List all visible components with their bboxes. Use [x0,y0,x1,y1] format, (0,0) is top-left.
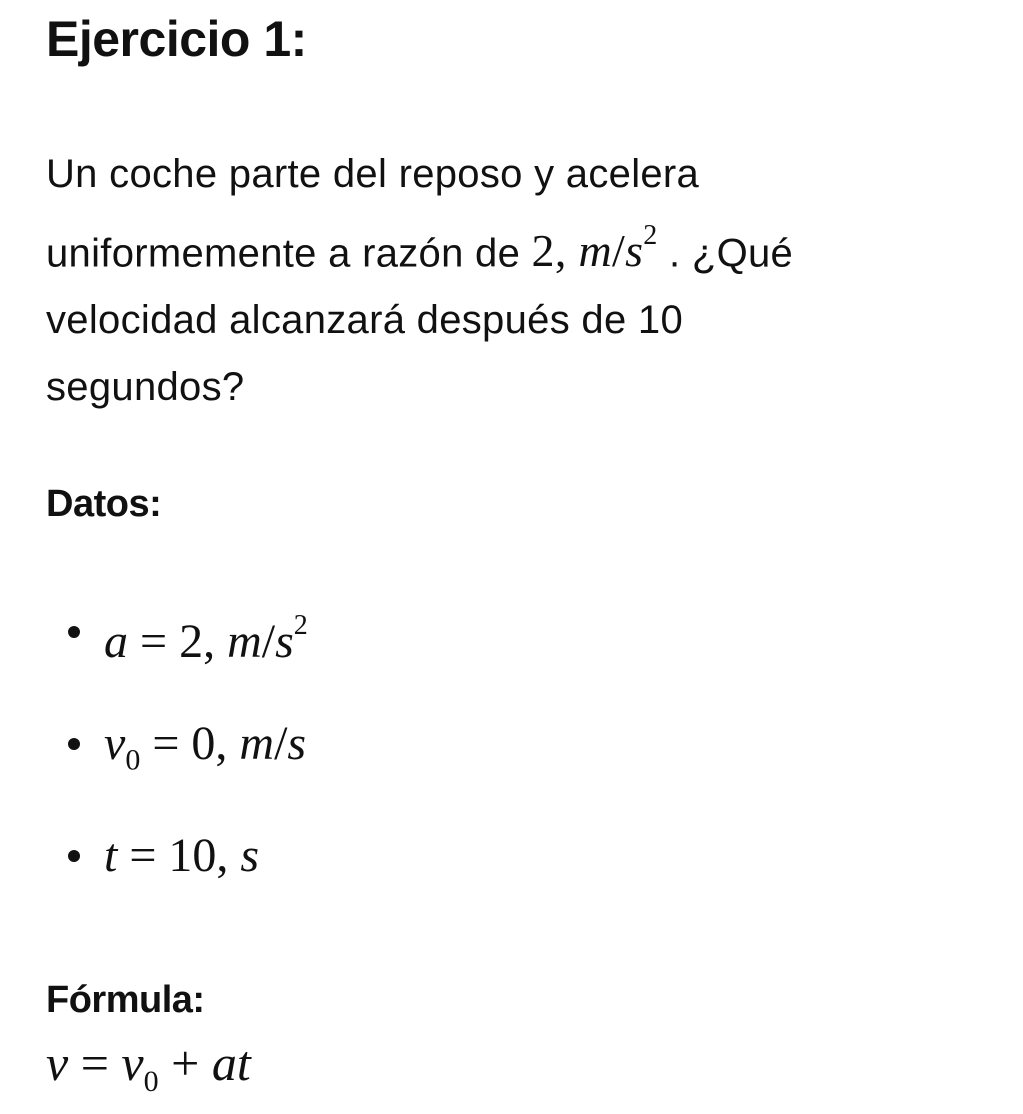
formula-equation [46,1031,251,1114]
datum-slash: / [261,615,276,668]
datum-value: = 10, [117,829,241,882]
math-unit-s: s [625,225,644,277]
math-slash: / [611,225,626,277]
datum-acceleration [104,610,308,668]
datum-var: v [104,717,126,770]
acceleration-inline-math [531,220,658,277]
datos-heading: Datos: [46,483,162,525]
math-unit-m: m [578,225,612,277]
datos-list [46,590,308,926]
datum-unit2: s [275,615,294,668]
datum-unit2: s [287,717,307,770]
exercise-title: Ejercicio 1: [46,11,307,67]
problem-line-2 [46,208,1006,287]
list-item [46,814,308,926]
formula-plus: + [158,1035,212,1091]
bullet-icon [68,850,80,862]
datum-unit: s [240,829,260,882]
formula-v0: v [121,1035,144,1091]
datum-unit: m [239,717,275,770]
datum-value: = 0, [140,717,240,770]
formula-at: at [211,1035,251,1091]
datum-var: a [104,615,128,668]
bullet-icon [68,626,80,638]
list-item [46,702,308,814]
problem-line-2-text: uniformemente a razón de [46,231,532,276]
formula-v: v [46,1035,69,1091]
formula-heading: Fórmula: [46,979,205,1021]
datum-time [104,829,259,882]
datum-var: t [104,829,118,882]
problem-line-4: segundos? [46,365,245,410]
problem-statement [46,141,1006,421]
math-exponent: 2 [643,220,658,251]
datum-subscript: 0 [125,743,141,777]
datum-value: = 2, [128,615,228,668]
datum-initial-velocity [104,717,307,777]
problem-line-3: velocidad alcanzará después de 10 [46,298,684,343]
list-item [46,590,308,702]
formula-v0-subscript: 0 [143,1065,159,1098]
datum-unit: m [227,615,262,668]
problem-line-2-tail: . ¿Qué [657,231,794,276]
math-value: 2, [531,225,579,277]
bullet-icon [68,738,80,750]
datum-slash: / [274,717,288,770]
datum-exponent: 2 [293,610,308,641]
problem-line-1: Un coche parte del reposo y acelera [46,152,700,196]
formula-equals: = [68,1035,122,1091]
